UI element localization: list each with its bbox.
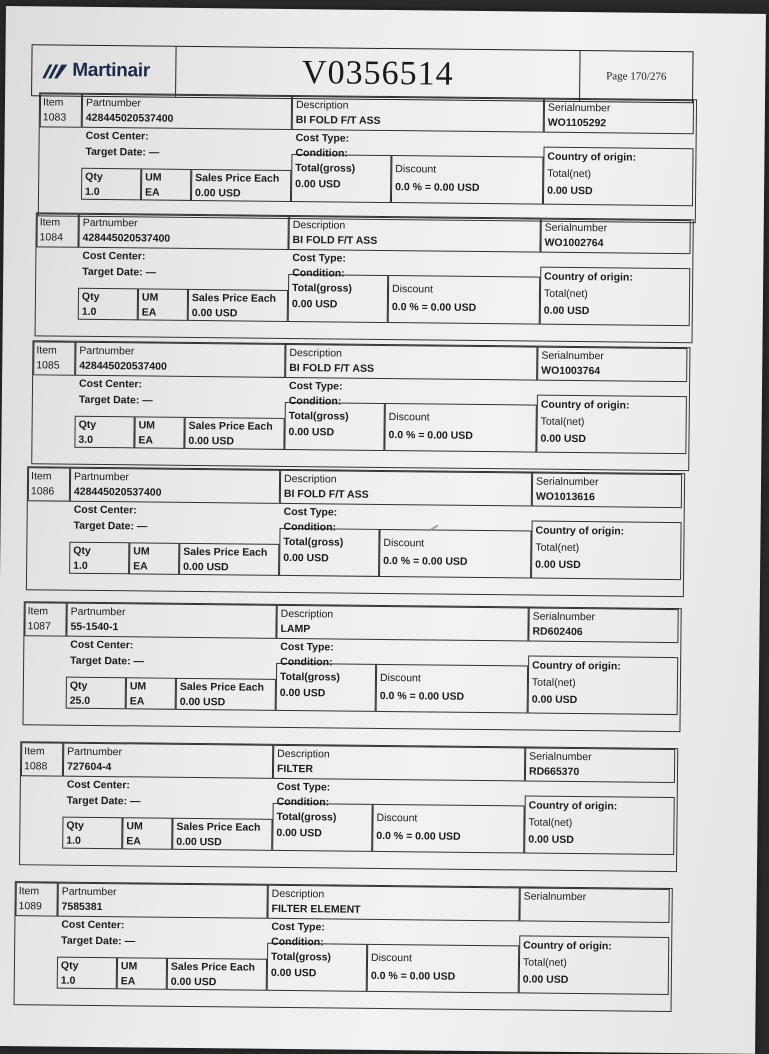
- discount-label: Discount: [395, 163, 437, 176]
- total-net-value: 0.00 USD: [522, 973, 569, 986]
- cost-center-label: Cost Center:: [78, 377, 143, 391]
- serialnumber-label: Serialnumber: [529, 750, 592, 764]
- description-label: Description: [292, 219, 346, 232]
- discount-value: 0.0 % = 0.00 USD: [379, 689, 465, 703]
- partnumber-value: 428445020537400: [85, 111, 174, 125]
- um-label: UM: [120, 960, 138, 973]
- um-value: EA: [129, 695, 145, 708]
- partnumber-label: Partnumber: [85, 96, 141, 110]
- item-number: 1083: [42, 111, 67, 124]
- um-label: UM: [141, 291, 159, 304]
- description-label: Description: [277, 747, 330, 761]
- description-value: FILTER ELEMENT: [271, 902, 361, 916]
- item-label: Item: [24, 745, 45, 758]
- cost-center-label: Cost Center:: [85, 129, 149, 143]
- um-label: UM: [129, 680, 147, 693]
- item-label: Item: [31, 470, 52, 483]
- um-label: UM: [138, 419, 156, 432]
- description-value: BI FOLD F/T ASS: [283, 487, 369, 501]
- qty-label: Qty: [73, 544, 91, 557]
- partnumber-label: Partnumber: [67, 745, 123, 759]
- serialnumber-value: WO1003764: [541, 364, 601, 378]
- page-indicator: Page 170/276: [606, 70, 667, 83]
- serialnumber-value: RD602406: [532, 625, 583, 639]
- sales-price-label: Sales Price Each: [179, 680, 265, 694]
- total-net-label: Total(net): [522, 956, 567, 969]
- document-number: V0356514: [176, 47, 581, 101]
- line-item: [38, 92, 697, 223]
- sales-price-value: 0.00 USD: [183, 560, 229, 574]
- serialnumber-value: WO1013616: [535, 490, 595, 504]
- target-date-label: Target Date: —: [61, 934, 136, 948]
- partnumber-label: Partnumber: [61, 885, 117, 899]
- cost-center-label: Cost Center:: [82, 249, 146, 263]
- qty-value: 1.0: [66, 834, 81, 847]
- total-net-label: Total(net): [531, 676, 576, 690]
- um-label: UM: [133, 545, 150, 558]
- qty-label: Qty: [66, 819, 84, 832]
- cost-center-label: Cost Center:: [61, 918, 125, 932]
- qty-label: Qty: [69, 679, 88, 692]
- item-label: Item: [18, 885, 40, 898]
- country-origin-label: Country of origin:: [535, 524, 625, 538]
- total-gross-label: Total(gross): [279, 670, 340, 684]
- total-gross-value: 0.00 USD: [291, 298, 338, 311]
- item-label: Item: [36, 344, 57, 357]
- total-gross-label: Total(gross): [288, 409, 349, 423]
- country-origin-label: Country of origin:: [544, 270, 633, 284]
- condition-label: Condition:: [271, 935, 324, 949]
- description-value: LAMP: [280, 622, 311, 636]
- total-gross-label: Total(gross): [276, 810, 337, 824]
- description-label: Description: [271, 887, 325, 901]
- um-value: EA: [138, 434, 154, 447]
- total-net-value: 0.00 USD: [531, 693, 578, 707]
- line-item: [31, 340, 690, 471]
- partnumber-value: 7585381: [61, 900, 103, 914]
- brand-logo: [32, 45, 177, 97]
- qty-label: Qty: [78, 418, 97, 431]
- country-origin-label: Country of origin:: [523, 939, 612, 953]
- total-net-label: Total(net): [543, 287, 588, 301]
- discount-value: 0.0 % = 0.00 USD: [391, 301, 477, 314]
- description-value: BI FOLD F/T ASS: [289, 361, 375, 375]
- qty-value: 25.0: [69, 694, 91, 707]
- partnumber-value: 428445020537400: [79, 359, 167, 373]
- total-net-value: 0.00 USD: [543, 304, 590, 318]
- sales-price-label: Sales Price Each: [188, 419, 273, 433]
- total-gross-label: Total(gross): [291, 282, 353, 295]
- total-net-label: Total(net): [535, 541, 580, 555]
- partnumber-value: 428445020537400: [73, 485, 162, 499]
- partnumber-label: Partnumber: [82, 216, 138, 230]
- um-value: EA: [126, 835, 141, 848]
- total-net-value: 0.00 USD: [535, 558, 581, 572]
- description-label: Description: [289, 346, 342, 360]
- discount-value: 0.0 % = 0.00 USD: [388, 429, 473, 442]
- um-value: EA: [144, 186, 160, 199]
- line-item: [14, 881, 673, 1012]
- total-gross-value: 0.00 USD: [288, 425, 335, 439]
- description-label: Description: [280, 607, 334, 621]
- line-item: [26, 466, 685, 597]
- country-origin-label: Country of origin:: [547, 150, 637, 164]
- sales-price-value: 0.00 USD: [176, 835, 222, 849]
- total-net-label: Total(net): [528, 816, 573, 829]
- target-date-label: Target Date: —: [66, 794, 141, 808]
- serialnumber-value: WO1002764: [544, 236, 604, 250]
- total-gross-value: 0.00 USD: [270, 966, 317, 980]
- target-date-label: Target Date: —: [78, 393, 153, 407]
- condition-label: Condition:: [276, 795, 330, 809]
- condition-label: Condition:: [283, 520, 337, 534]
- total-net-value: 0.00 USD: [528, 833, 574, 846]
- serialnumber-label: Serialnumber: [523, 890, 587, 904]
- item-number: 1089: [18, 900, 42, 913]
- sales-price-label: Sales Price Each: [170, 960, 256, 974]
- item-number: 1086: [30, 485, 55, 498]
- description-value: FILTER: [276, 762, 314, 776]
- sales-price-value: 0.00 USD: [188, 434, 235, 448]
- target-date-label: Target Date: —: [73, 519, 148, 533]
- discount-label: Discount: [388, 411, 430, 424]
- um-value: EA: [133, 560, 148, 573]
- country-origin-label: Country of origin:: [532, 659, 621, 673]
- total-net-value: 0.00 USD: [540, 432, 587, 446]
- sales-price-label: Sales Price Each: [176, 820, 261, 834]
- partnumber-label: Partnumber: [79, 344, 135, 358]
- condition-label: Condition:: [295, 147, 349, 160]
- description-value: BI FOLD F/T ASS: [295, 114, 381, 127]
- cost-type-label: Cost Type:: [280, 640, 334, 654]
- cost-center-label: Cost Center:: [70, 638, 134, 652]
- qty-value: 1.0: [84, 185, 100, 198]
- um-label: UM: [126, 820, 143, 833]
- qty-label: Qty: [60, 959, 79, 972]
- qty-label: Qty: [81, 290, 100, 303]
- target-date-label: Target Date: —: [82, 265, 157, 279]
- brand-name: Martinair: [72, 59, 150, 82]
- cost-type-label: Cost Type:: [292, 252, 346, 265]
- total-gross-value: 0.00 USD: [283, 551, 329, 565]
- serialnumber-value: WO1105292: [547, 116, 607, 130]
- total-gross-label: Total(gross): [270, 950, 332, 964]
- item-number: 1085: [36, 359, 60, 372]
- cost-type-label: Cost Type:: [295, 132, 350, 145]
- cost-center-label: Cost Center:: [66, 778, 130, 792]
- description-label: Description: [295, 99, 349, 112]
- discount-value: 0.0 % = 0.00 USD: [395, 181, 480, 194]
- serialnumber-label: Serialnumber: [532, 610, 596, 624]
- total-gross-label: Total(gross): [283, 535, 344, 549]
- sales-price-value: 0.00 USD: [191, 306, 238, 320]
- sales-price-label: Sales Price Each: [183, 545, 268, 559]
- line-item: [19, 741, 678, 872]
- sales-price-value: 0.00 USD: [170, 975, 217, 989]
- partnumber-label: Partnumber: [74, 470, 129, 484]
- line-item: [35, 212, 694, 343]
- sales-price-label: Sales Price Each: [195, 171, 280, 185]
- total-net-label: Total(net): [540, 415, 585, 429]
- line-item: [22, 601, 681, 732]
- item-number: 1087: [27, 620, 51, 633]
- serialnumber-label: Serialnumber: [547, 101, 611, 115]
- cost-center-label: Cost Center:: [73, 503, 137, 517]
- total-gross-label: Total(gross): [295, 162, 356, 175]
- serialnumber-label: Serialnumber: [541, 349, 604, 363]
- country-origin-label: Country of origin:: [540, 398, 630, 412]
- item-label: Item: [39, 216, 61, 229]
- cost-type-label: Cost Type:: [288, 379, 343, 393]
- martinair-wing-icon: [40, 60, 68, 80]
- partnumber-value: 727604-4: [66, 760, 112, 774]
- description-value: BI FOLD F/T ASS: [292, 234, 378, 247]
- discount-value: 0.0 % = 0.00 USD: [383, 554, 468, 568]
- total-gross-value: 0.00 USD: [295, 178, 341, 191]
- serialnumber-label: Serialnumber: [535, 475, 599, 489]
- serialnumber-label: Serialnumber: [544, 221, 608, 235]
- target-date-label: Target Date: —: [70, 654, 145, 668]
- condition-label: Condition:: [292, 267, 345, 280]
- country-origin-label: Country of origin:: [528, 799, 618, 813]
- item-number: 1084: [39, 231, 63, 244]
- discount-label: Discount: [391, 283, 433, 296]
- um-label: UM: [145, 171, 162, 184]
- partnumber-value: 428445020537400: [82, 231, 171, 245]
- partnumber-label: Partnumber: [70, 605, 126, 619]
- item-label: Item: [42, 96, 64, 109]
- discount-value: 0.0 % = 0.00 USD: [376, 829, 461, 843]
- sales-price-label: Sales Price Each: [191, 291, 277, 305]
- condition-label: Condition:: [288, 394, 342, 408]
- target-date-label: Target Date: —: [85, 145, 160, 159]
- qty-value: 1.0: [60, 974, 76, 987]
- invoice-page: [0, 6, 766, 1054]
- cost-type-label: Cost Type:: [271, 920, 325, 934]
- item-number: 1088: [23, 760, 48, 773]
- um-value: EA: [141, 306, 157, 319]
- total-net-label: Total(net): [547, 167, 592, 181]
- discount-label: Discount: [376, 811, 418, 825]
- discount-value: 0.0 % = 0.00 USD: [370, 969, 456, 983]
- qty-value: 1.0: [81, 305, 97, 318]
- sales-price-value: 0.00 USD: [179, 695, 226, 709]
- total-gross-value: 0.00 USD: [279, 686, 326, 700]
- serialnumber-value: RD665370: [528, 765, 580, 779]
- um-value: EA: [120, 975, 136, 988]
- description-label: Description: [283, 472, 337, 486]
- discount-label: Discount: [370, 951, 412, 965]
- partnumber-value: 55-1540-1: [70, 620, 119, 634]
- cost-type-label: Cost Type:: [283, 505, 338, 519]
- total-gross-value: 0.00 USD: [276, 826, 322, 840]
- qty-value: 1.0: [73, 559, 88, 572]
- qty-label: Qty: [85, 170, 103, 184]
- sales-price-value: 0.00 USD: [194, 186, 241, 200]
- qty-value: 3.0: [78, 433, 94, 446]
- cost-type-label: Cost Type:: [276, 780, 331, 794]
- total-net-value: 0.00 USD: [547, 184, 593, 198]
- discount-label: Discount: [383, 536, 425, 550]
- condition-label: Condition:: [280, 655, 333, 669]
- discount-label: Discount: [379, 671, 421, 685]
- item-label: Item: [27, 605, 49, 618]
